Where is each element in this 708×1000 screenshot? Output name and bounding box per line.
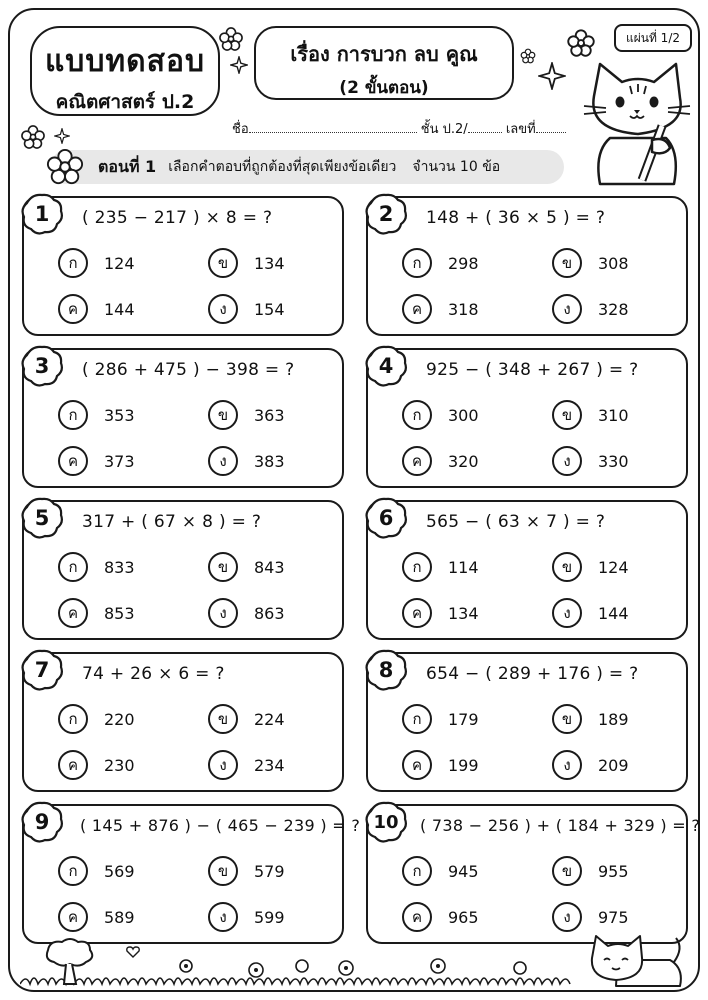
option-letter: ก [402,856,432,886]
number-label: เลขที่ [505,122,536,137]
option-value: 134 [254,253,285,273]
option-b[interactable] [208,400,285,430]
option-c[interactable] [402,902,479,932]
question-text: ( 738 − 256 ) + ( 184 + 329 ) = ? [420,816,701,835]
option-a[interactable] [402,248,479,278]
flower-icon [566,28,596,58]
option-b[interactable] [552,400,629,430]
option-letter: ง [208,294,238,324]
option-c[interactable] [402,750,479,780]
question-card [22,652,344,792]
question-number-badge [364,800,408,844]
name-label: ชื่อ [232,122,249,137]
option-letter: ง [552,902,582,932]
question-number: 8 [378,658,394,682]
option-letter: ค [58,294,88,324]
option-letter: ข [208,704,238,734]
option-value: 234 [254,755,285,775]
class-field[interactable] [468,121,502,133]
question-card [22,348,344,488]
question-number: 1 [34,202,50,226]
option-c[interactable] [402,294,479,324]
question-text: 925 − ( 348 + 267 ) = ? [426,360,639,380]
option-d[interactable] [552,446,629,476]
number-field[interactable] [536,121,566,133]
question-number: 2 [378,202,394,226]
question-card [366,500,688,640]
option-letter: ก [402,400,432,430]
option-value: 124 [104,253,135,273]
name-field[interactable] [249,121,417,133]
option-value: 310 [598,405,629,425]
option-letter: ก [58,856,88,886]
option-letter: ง [552,750,582,780]
option-value: 965 [448,907,479,927]
option-value: 199 [448,755,479,775]
flower-icon [218,26,244,52]
option-letter: ค [402,294,432,324]
option-value: 383 [254,451,285,471]
option-letter: ก [58,552,88,582]
option-value: 124 [598,557,629,577]
question-number-badge [20,496,64,540]
worksheet-subtitle: คณิตศาสตร์ ป.2 [55,91,195,113]
option-letter: ง [208,902,238,932]
question-text: 565 − ( 63 × 7 ) = ? [426,512,606,532]
question-card [22,804,361,944]
option-letter: ค [58,446,88,476]
option-a[interactable] [402,704,479,734]
question-card [366,196,688,336]
option-value: 353 [104,405,135,425]
worksheet-title-box [30,26,220,116]
option-letter: ก [402,248,432,278]
option-d[interactable] [552,294,629,324]
option-value: 224 [254,709,285,729]
option-a[interactable] [402,552,479,582]
option-letter: ข [208,400,238,430]
option-value: 230 [104,755,135,775]
question-number-badge [364,648,408,692]
question-number-badge [20,648,64,692]
option-b[interactable] [208,856,285,886]
topic-box [254,26,514,100]
option-letter: ง [208,750,238,780]
option-letter: ง [552,446,582,476]
option-c[interactable] [58,750,135,780]
star-icon [538,62,566,90]
option-letter: ข [208,248,238,278]
question-number: 3 [34,354,50,378]
option-value: 975 [598,907,629,927]
question-text: ( 235 − 217 ) × 8 = ? [82,208,273,228]
option-value: 134 [448,603,479,623]
question-text: 317 + ( 67 × 8 ) = ? [82,512,262,532]
option-a[interactable] [58,248,135,278]
question-text: 654 − ( 289 + 176 ) = ? [426,664,639,684]
option-value: 114 [448,557,479,577]
option-letter: ก [402,552,432,582]
sheet-number-badge: แผ่นที่ 1/2 [614,24,692,52]
cat-with-pencil-icon [580,56,696,186]
option-letter: ค [402,446,432,476]
option-value: 569 [104,861,135,881]
option-b[interactable] [208,248,285,278]
option-b[interactable] [552,856,629,886]
option-letter: ง [552,598,582,628]
question-card [22,196,344,336]
option-value: 209 [598,755,629,775]
class-label: ชั้น ป.2/ [420,122,468,137]
option-b[interactable] [552,248,629,278]
option-letter: ก [58,400,88,430]
flower-icon [20,124,46,150]
option-c[interactable] [402,598,479,628]
question-number: 5 [34,506,50,530]
option-value: 945 [448,861,479,881]
option-value: 220 [104,709,135,729]
option-d[interactable] [208,598,285,628]
question-card [366,804,701,944]
sleeping-cat-icon [586,928,686,988]
sparkle-icon [54,128,70,144]
option-c[interactable] [402,446,479,476]
question-number: 6 [378,506,394,530]
option-d[interactable] [208,294,285,324]
question-text: 148 + ( 36 × 5 ) = ? [426,208,606,228]
option-value: 144 [598,603,629,623]
option-letter: ข [208,552,238,582]
section-title: ตอนที่ 1 [98,156,157,176]
question-text: ( 286 + 475 ) − 398 = ? [82,360,295,380]
option-b[interactable] [552,704,629,734]
option-a[interactable] [58,552,135,582]
option-value: 363 [254,405,285,425]
option-value: 955 [598,861,629,881]
topic-title: เรื่อง การบวก ลบ คูณ [290,42,478,66]
option-b[interactable] [552,552,629,582]
option-letter: ง [208,598,238,628]
option-letter: ก [58,248,88,278]
option-value: 189 [598,709,629,729]
option-letter: ง [552,294,582,324]
question-number-badge [364,192,408,236]
question-number: 7 [34,658,50,682]
topic-steps: (2 ขั้นตอน) [339,78,429,98]
option-letter: ก [58,704,88,734]
option-c[interactable] [58,294,135,324]
option-value: 373 [104,451,135,471]
option-c[interactable] [58,446,135,476]
option-value: 853 [104,603,135,623]
flower-icon [520,48,536,64]
question-number-badge [364,344,408,388]
option-b[interactable] [208,552,285,582]
option-d[interactable] [208,902,285,932]
option-d[interactable] [208,750,285,780]
worksheet-title: แบบทดสอบ [44,44,206,79]
option-letter: ข [552,856,582,886]
section-count: จำนวน 10 ข้อ [412,159,501,175]
option-value: 579 [254,861,285,881]
tree-icon [40,936,100,986]
option-value: 144 [104,299,135,319]
student-info-line [232,118,566,139]
option-d[interactable] [552,750,629,780]
option-value: 298 [448,253,479,273]
sparkle-icon [230,56,248,74]
option-a[interactable] [402,400,479,430]
question-number: 9 [34,810,50,834]
option-value: 843 [254,557,285,577]
option-value: 308 [598,253,629,273]
option-letter: ค [58,598,88,628]
question-number: 4 [378,354,394,378]
option-letter: ง [208,446,238,476]
question-number-badge [20,800,64,844]
option-letter: ค [58,750,88,780]
question-card [22,500,344,640]
option-value: 863 [254,603,285,623]
option-value: 154 [254,299,285,319]
question-number-badge [20,192,64,236]
option-value: 833 [104,557,135,577]
option-letter: ข [208,856,238,886]
option-a[interactable] [402,856,479,886]
question-number-badge [20,344,64,388]
question-number: 10 [373,811,399,833]
option-value: 320 [448,451,479,471]
option-value: 328 [598,299,629,319]
option-a[interactable] [58,400,135,430]
option-value: 318 [448,299,479,319]
option-value: 599 [254,907,285,927]
question-card [366,652,688,792]
question-text: ( 145 + 876 ) − ( 465 − 239 ) = ? [80,816,361,835]
option-a[interactable] [58,704,135,734]
option-letter: ก [402,704,432,734]
option-c[interactable] [58,598,135,628]
option-c[interactable] [58,902,135,932]
option-letter: ข [552,552,582,582]
option-letter: ค [402,902,432,932]
option-value: 589 [104,907,135,927]
flower-icon [46,148,84,186]
question-card [366,348,688,488]
option-b[interactable] [208,704,285,734]
heart-icon [126,946,140,958]
option-d[interactable] [208,446,285,476]
option-value: 179 [448,709,479,729]
option-value: 330 [598,451,629,471]
section-instruction: เลือกคำตอบที่ถูกต้องที่สุดเพียงข้อเดียว [168,159,397,175]
option-letter: ข [552,400,582,430]
option-letter: ข [552,704,582,734]
question-text: 74 + 26 × 6 = ? [82,664,225,684]
question-number-badge [364,496,408,540]
option-value: 300 [448,405,479,425]
option-letter: ค [402,598,432,628]
option-letter: ข [552,248,582,278]
option-d[interactable] [552,598,629,628]
option-a[interactable] [58,856,135,886]
section-bar [50,150,564,184]
option-letter: ค [402,750,432,780]
option-letter: ค [58,902,88,932]
